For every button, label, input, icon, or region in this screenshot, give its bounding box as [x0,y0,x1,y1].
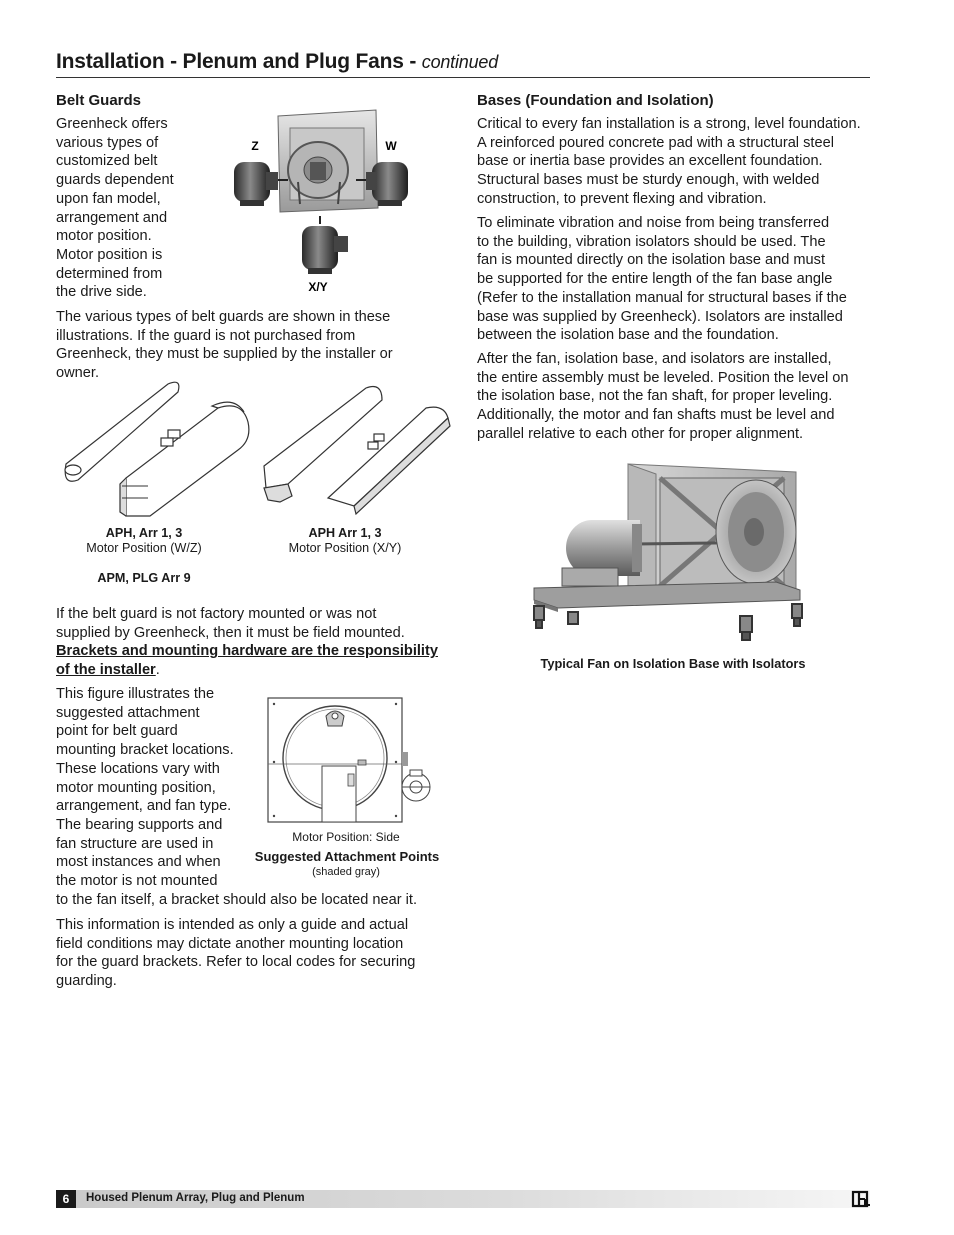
bases-heading: Bases (Foundation and Isolation) [477,92,714,109]
page-title-continued: continued [421,52,499,72]
text-line: To eliminate vibration and noise from being transferred [477,215,830,231]
text-line: Additionally, the motor and fan shafts must be level and [477,407,835,424]
text-line: construction, to prevent flexing and vibration. [477,190,767,207]
text-line: The various types of belt guards are shown in these [56,309,391,325]
text-line: base was supplied by Greenheck). Isolators are installed [477,308,843,325]
text-line: After the fan, isolation base, and isolators are installed, [477,351,832,367]
text-line: to the building, vibration isolators should be used. The [477,233,826,250]
motor-icon-xy [302,226,348,274]
text-line: Critical to every fan installation is a strong, level foundation. [477,116,861,132]
text-line: Structural bases must be sturdy enough, with welded [477,172,820,189]
page-title [56,50,870,78]
text-line: the motor is not mounted [56,873,218,890]
text-line: illustrations. If the guard is not purchased from [56,327,356,344]
greenheck-logo-icon [851,1190,871,1208]
page-title-main: Installation - Plenum and Plug Fans - [56,50,422,73]
text-line: most instances and when [56,854,221,871]
belt-guard-drawing-wz [58,378,254,518]
text-line: Greenheck offers [56,116,168,132]
text-line: supplied by Greenheck, then it must be field mounted. [56,624,405,641]
motor-label-z: Z [251,139,259,153]
text-line: point for belt guard [56,723,178,740]
text-line: arrangement, and fan type. [56,798,232,815]
caption-line: Motor Position (W/Z) [86,541,202,555]
fan-isolation-base-photo [528,460,808,646]
belt-guard-drawing-xy [258,378,454,518]
motor-position-illustration [226,108,420,298]
text-line: This information is intended as only a guide and actual [56,917,409,933]
text-line: guarding. [56,973,117,990]
footer-text: Housed Plenum Array, Plug and Plenum [86,1192,305,1204]
caption-aph-xy [262,526,428,556]
motor-icon-z [234,162,278,206]
text-line: base or inertia base provides an excellent foundation. [477,153,823,170]
text-line: the drive side. [56,284,147,301]
text-line: If the belt guard is not factory mounted or was not [56,606,377,622]
text-line: This figure illustrates the [56,686,215,702]
text-line: field conditions may dictate another mounting location [56,935,404,952]
text-line: determined from [56,265,163,282]
text-line: fan structure are used in [56,835,214,852]
bases-para3 [477,350,877,444]
belt-guards-heading: Belt Guards [56,92,142,109]
text-line: between the isolation base and the foundation. [477,327,779,344]
text-line: fan is mounted directly on the isolation base and must [477,252,826,269]
text-line: (Refer to the installation manual for structural bases if the [477,289,847,306]
text-line: customized belt [56,153,158,170]
text-line: owner. [56,365,99,382]
attachment-points-subcaption: (shaded gray) [312,866,380,878]
bases-para1 [477,115,877,209]
text-line: suggested attachment [56,704,200,721]
text-line: upon fan model, [56,190,161,207]
text-line: motor position. [56,228,152,245]
text-line: Motor position is [56,246,163,263]
bases-para2 [477,214,877,345]
caption-line: APH Arr 1, 3 [308,526,382,540]
responsibility-note-end: . [155,662,160,679]
text-line: arrangement and [56,209,168,226]
motor-label-xy: X/Y [308,280,328,294]
fan-isolation-base-caption: Typical Fan on Isolation Base with Isolators [540,656,806,671]
belt-guards-para2 [56,308,456,383]
attachment-points-caption: Suggested Attachment Points [254,849,440,864]
text-line: be supported for the entire length of the fan base angle [477,271,833,288]
belt-guards-para5 [56,916,456,991]
text-line: guards dependent [56,172,174,189]
text-line: various types of [56,134,159,151]
text-line: Greenheck, they must be supplied by the installer or [56,346,393,363]
text-line: These locations vary with [56,760,220,777]
motor-position-side-label: Motor Position: Side [292,830,400,844]
text-line: mounting bracket locations. [56,742,234,759]
belt-guards-intro [56,115,226,302]
text-line: parallel relative to each other for proper alignment. [477,425,804,442]
page-number: 6 [56,1190,76,1208]
belt-guards-para4 [56,685,256,891]
caption-line: APH, Arr 1, 3 [105,526,183,540]
responsibility-note-line: of the installer [56,662,156,679]
text-line: for the guard brackets. Refer to local codes for securing [56,954,416,971]
caption-line: Motor Position (X/Y) [288,541,402,555]
belt-guards-para4-last: to the fan itself, a bracket should also be located near it. [56,892,418,908]
text-line: motor mounting position, [56,779,216,796]
belt-guards-para3 [56,605,456,680]
text-line: A reinforced poured concrete pad with a structural steel [477,134,834,151]
text-line: The bearing supports and [56,816,223,833]
attachment-points-figure [262,694,432,826]
motor-label-w: W [385,139,397,153]
text-line: the entire assembly must be leveled. Position the level on [477,369,849,386]
caption-apm-plg: APM, PLG Arr 9 [97,571,191,585]
responsibility-note-line: Brackets and mounting hardware are the responsibility [56,643,438,660]
caption-aph-wz [58,526,230,556]
text-line: the isolation base, not the fan shaft, for proper leveling. [477,388,833,405]
